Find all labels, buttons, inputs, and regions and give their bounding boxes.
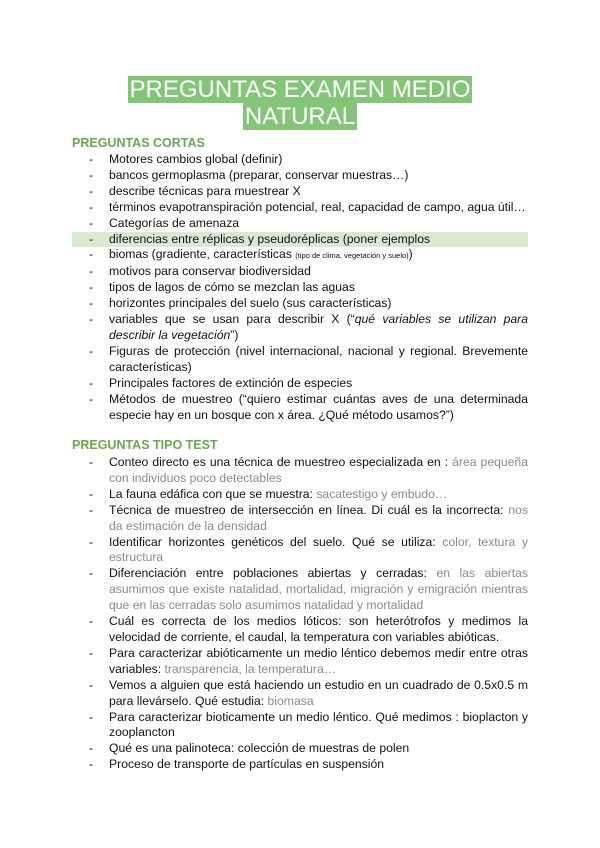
list-item: - Figuras de protección (nivel internacional, nacional y regional. Brevemente características)	[72, 344, 528, 376]
answer-text: área pequeña con individuos poco detectables	[109, 455, 528, 485]
list-item: - describe técnicas para muestrear X	[72, 184, 528, 200]
list-item: - Para caracterizar abióticamente un medio léntico debemos medir entre otras variables: transparencia, la temperatura…	[72, 646, 528, 678]
list-item: - tipos de lagos de cómo se mezclan las aguas	[72, 280, 528, 296]
list-item: - Para caracterizar bioticamente un medio léntico. Qué medimos : bioplacton y zooplancton	[72, 710, 528, 742]
document-title	[0, 76, 600, 130]
section-heading-short-questions: PREGUNTAS CORTAS	[72, 136, 205, 150]
list-item-highlighted: - diferencias entre réplicas y pseudoréplicas (poner ejemplos	[72, 232, 528, 248]
list-item: - Vemos a alguien que está haciendo un estudio en un cuadrado de 0.5x0.5 m para llevárselo. Qué estudia: biomasa	[72, 678, 528, 710]
title-line-2: NATURAL	[244, 103, 356, 130]
list-item: - La fauna edáfica con que se muestra: sacatestigo y embudo…	[72, 487, 528, 503]
list-item: - Técnica de muestreo de intersección en línea. Di cuál es la incorrecta: nos da estimación de la densidad	[72, 503, 528, 535]
list-item: - Qué es una palinoteca: colección de muestras de polen	[72, 741, 528, 757]
answer-text: transparencia, la temperatura…	[164, 661, 336, 676]
section-heading-test-questions: PREGUNTAS TIPO TEST	[72, 438, 218, 452]
answer-text: sacatestigo y embudo…	[316, 486, 448, 501]
list-item: - Diferenciación entre poblaciones abiertas y cerradas: en las abiertas asumimos que existe natalidad, mortalidad, migración y emigración mientras que en las cerradas solo asumimos natalidad y mortalidad	[72, 566, 528, 614]
answer-text: nos da estimación de la densidad	[109, 502, 528, 533]
list-item: - Principales factores de extinción de especies	[72, 376, 528, 392]
list-item: - Motores cambios global (definir)	[72, 152, 528, 168]
answer-text: en las abiertas asumimos que existe natalidad, mortalidad, migración y emigración mientras que en las cerradas solo asumimos natalidad y mortalidad	[109, 566, 528, 613]
short-questions-list	[72, 152, 528, 423]
list-item: - Identificar horizontes genéticos del suelo. Qué se utiliza: color, textura y estructura	[72, 535, 528, 567]
list-item: - bancos germoplasma (preparar, conservar muestras…)	[72, 168, 528, 184]
list-item: - Cuál es correcta de los medios lóticos: son heterótrofos y medimos la velocidad de corriente, el caudal, la temperatura con variables abióticas.	[72, 614, 528, 646]
list-item: - términos evapotranspiración potencial, real, capacidad de campo, agua útil…	[72, 200, 528, 216]
list-item: - motivos para conservar biodiversidad	[72, 264, 528, 280]
list-item: - Proceso de transporte de partículas en suspensión	[72, 757, 528, 773]
test-questions-list	[72, 455, 528, 773]
list-item: - Métodos de muestreo (“quiero estimar cuántas aves de una determinada especie hay en un bosque con x área. ¿Qué método usamos?”)	[72, 392, 528, 424]
list-item: - Categorías de amenaza	[72, 216, 528, 232]
answer-text: biomasa	[267, 693, 314, 708]
list-item: - horizontes principales del suelo (sus características)	[72, 296, 528, 312]
answer-text: color, textura y estructura	[109, 534, 528, 565]
list-item: - biomas (gradiente, características (tipo de clima, vegetación y suelo))	[72, 247, 528, 264]
list-item: - Conteo directo es una técnica de muestreo especializada en : área pequeña con individuos poco detectables	[72, 455, 528, 487]
list-item: - variables que se usan para describir X (“qué variables se utilizan para describir la vegetación”)	[72, 312, 528, 344]
title-line-1: PREGUNTAS EXAMEN MEDIO	[129, 76, 471, 103]
